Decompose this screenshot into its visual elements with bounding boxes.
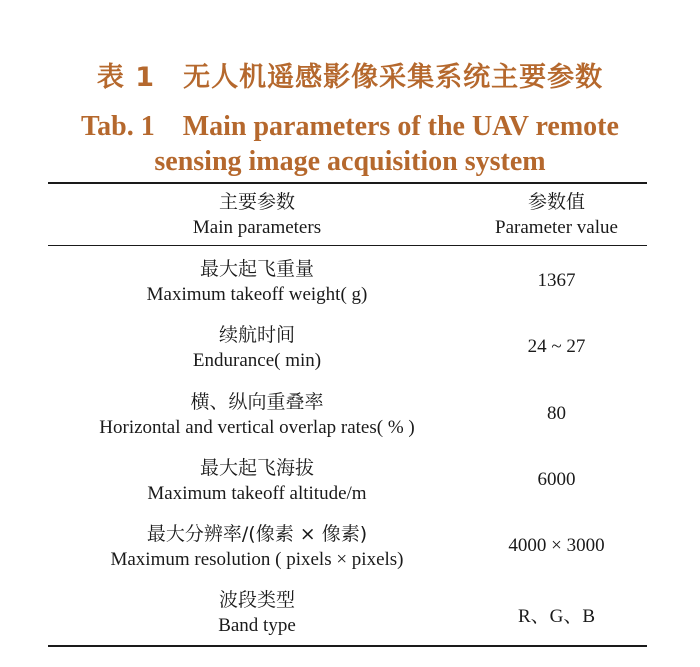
parameter-en: Maximum resolution ( pixels × pixels) (110, 549, 404, 570)
parameter-cell (48, 587, 466, 639)
parameter-cell (48, 256, 466, 308)
value-cell: 6000 (537, 469, 576, 490)
parameter-zh: 波段类型 (218, 589, 295, 611)
parameter-en: Band type (218, 615, 296, 636)
parameter-cell (48, 322, 466, 374)
value-cell: 4000 × 3000 (508, 535, 605, 556)
value-cell: 24 ~ 27 (527, 336, 586, 357)
parameter-en: Maximum takeoff weight( g) (146, 284, 368, 305)
header-parameter-cell (48, 189, 466, 241)
parameter-zh: 续航时间 (218, 324, 295, 346)
parameter-cell (48, 521, 466, 573)
table-caption-en-line2: sensing image acquisition system (154, 146, 546, 177)
parameter-cell (48, 455, 466, 507)
header-parameter-zh: 主要参数 (218, 191, 295, 213)
parameter-zh: 最大起飞海拔 (199, 457, 314, 479)
table-top-rule (48, 182, 647, 184)
table-caption-zh: 表 1 无人机遥感影像采集系统主要参数 (96, 62, 604, 93)
value-cell: 1367 (537, 270, 576, 291)
table-caption-en-line1: Tab. 1 Main parameters of the UAV remote (81, 111, 619, 142)
parameter-cell (48, 389, 466, 441)
table-header-rule (48, 245, 647, 246)
parameter-zh: 最大分辨率/(像素 × 像素) (146, 523, 368, 545)
value-cell: R、G、B (517, 606, 596, 627)
parameter-en: Endurance( min) (192, 350, 322, 371)
value-cell: 80 (547, 403, 566, 424)
parameter-en: Maximum takeoff altitude/m (147, 483, 367, 504)
parameter-zh: 最大起飞重量 (199, 258, 314, 280)
parameter-zh: 横、纵向重叠率 (190, 391, 324, 413)
header-value-cell (466, 189, 647, 241)
parameter-en: Horizontal and vertical overlap rates( % ) (99, 417, 415, 438)
header-parameter-en: Main parameters (192, 217, 322, 238)
header-value-zh: 参数值 (527, 191, 585, 213)
table-bottom-rule (48, 645, 647, 647)
header-value-en: Parameter value (495, 217, 618, 238)
